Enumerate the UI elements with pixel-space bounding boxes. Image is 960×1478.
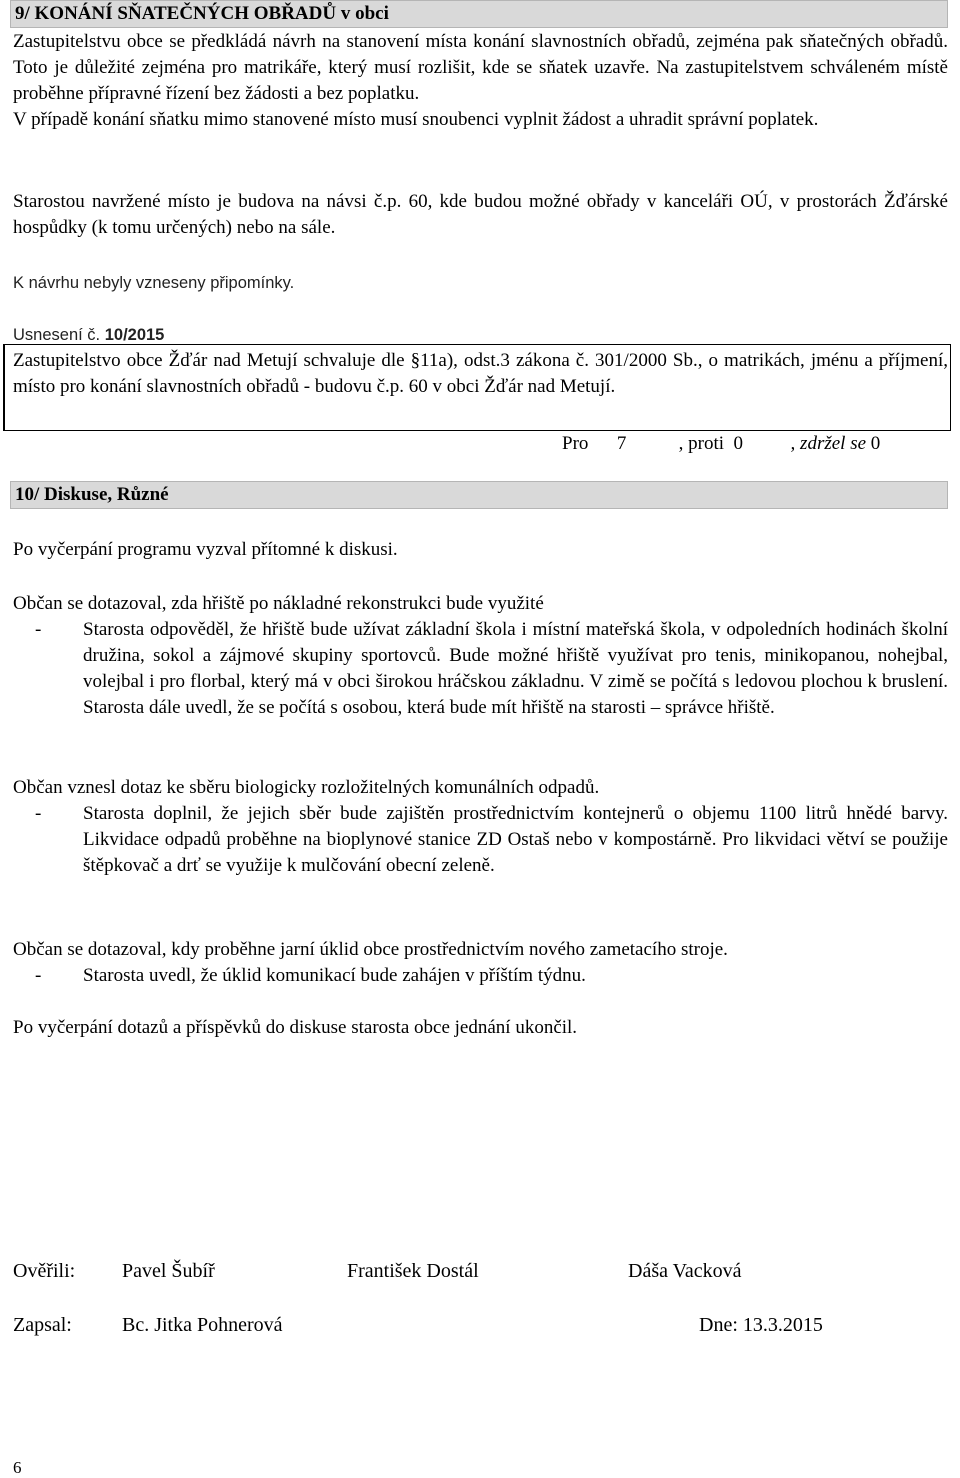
answer-2 [35,801,948,879]
bullet-dash: - [35,619,42,640]
no-comments-note: K návrhu nebyly vzneseny připomínky. [13,274,295,292]
vote-zdrzel-value: 0 [870,433,881,454]
discussion-closing: Po vyčerpání dotazů a příspěvků do diskuse starosta obce jednání ukončil. [13,1017,578,1038]
bullet-dash: - [35,803,42,824]
question-3: Občan se dotazoval, kdy proběhne jarní úklid obce prostřednictvím nového zametacího stroje. [13,939,728,960]
section-10-heading: 10/ Diskuse, Různé [10,481,948,509]
verifier-2: František Dostál [347,1260,479,1282]
verifier-1: Pavel Šubíř [122,1260,215,1282]
vote-proti-value: 0 [733,433,744,454]
recorder-name: Bc. Jitka Pohnerová [122,1314,283,1336]
recorded-label: Zapsal: [13,1314,72,1336]
question-2: Občan vznesl dotaz ke sběru biologicky rozložitelných komunálních odpadů. [13,777,600,798]
answer-2-text: Starosta doplnil, že jejich sběr bude zajištěn prostřednictvím kontejnerů o objemu 1100 litrů hnědé barvy. Likvidace odpadů proběhne na bioplynové stanice ZD Ostaš nebo v kompostárně. Pro likvidaci větví se použije štěpkovač a drť se využije k mulčování obecní zeleně. [83,803,948,876]
resolution-label: Usnesení č. [13,326,101,344]
resolution-text: Zastupitelstvo obce Žďár nad Metují schvaluje dle §11a), odst.3 zákona č. 301/2000 Sb., o matrikách, jménu a příjmení, místo pro konání slavnostních obřadů - budovu č.p. 60 v obci Žďár nad Metují. [13,350,948,397]
bullet-dash: - [35,965,42,986]
record-date: Dne: 13.3.2015 [699,1314,823,1336]
verifier-3: Dáša Vacková [628,1260,742,1282]
vote-pro-label: Pro [562,433,589,454]
discussion-opening: Po vyčerpání programu vyzval přítomné k diskusi. [13,539,398,560]
page-number: 6 [13,1458,22,1477]
vote-proti-label: , proti [678,433,725,454]
answer-3-text: Starosta uvedl, že úklid komunikací bude zahájen v příštím týdnu. [83,965,586,986]
vote-pro-value: 7 [616,433,627,454]
verified-label: Ověřili: [13,1260,76,1282]
question-1: Občan se dotazoval, zda hřiště po nákladné rekonstrukci bude využité [13,593,544,614]
vote-zdrzel-label: , zdržel se [790,433,867,454]
answer-3 [35,963,948,989]
section-9-proposal: Starostou navržené místo je budova na návsi č.p. 60, kde budou možné obřady v kanceláři OÚ, v prostorách Žďárské hospůdky (k tomu určených) nebo na sále. [13,191,948,238]
section-9-heading: 9/ KONÁNÍ SŇATEČNÝCH OBŘADŮ v obci [10,0,948,28]
answer-1 [35,617,948,721]
resolution-number: 10/2015 [104,326,165,344]
answer-1-text: Starosta odpověděl, že hřiště bude užívat základní škola i místní mateřská škola, v odpoledních hodinách školní družina, sokol a zájmové skupiny sportovců. Bude možné hřiště využívat pro tenis, minikopanou, nohejbal, volejbal i pro florbal, který má v obci širokou hráčskou základnu. V zimě se počítá s ledovou plochou k bruslení. Starosta dále uvedl, že se počítá s osobou, která bude mít hřiště na starosti – správce hřiště. [83,619,948,718]
section-9-fee-note: V případě konání sňatku mimo stanovené místo musí snoubenci vyplnit žádost a uhradit správní poplatek. [13,109,819,130]
section-9-intro: Zastupitelstvu obce se předkládá návrh na stanovení místa konání slavnostních obřadů, zejména pak sňatečných obřadů. Toto je důležité zejména pro matrikáře, který musí rozlišit, kde se sňatek uzavře. Na zastupitelstvem schváleném místě proběhne přípravné řízení bez žádosti a bez poplatku. [13,31,948,104]
vote-result [562,431,880,457]
